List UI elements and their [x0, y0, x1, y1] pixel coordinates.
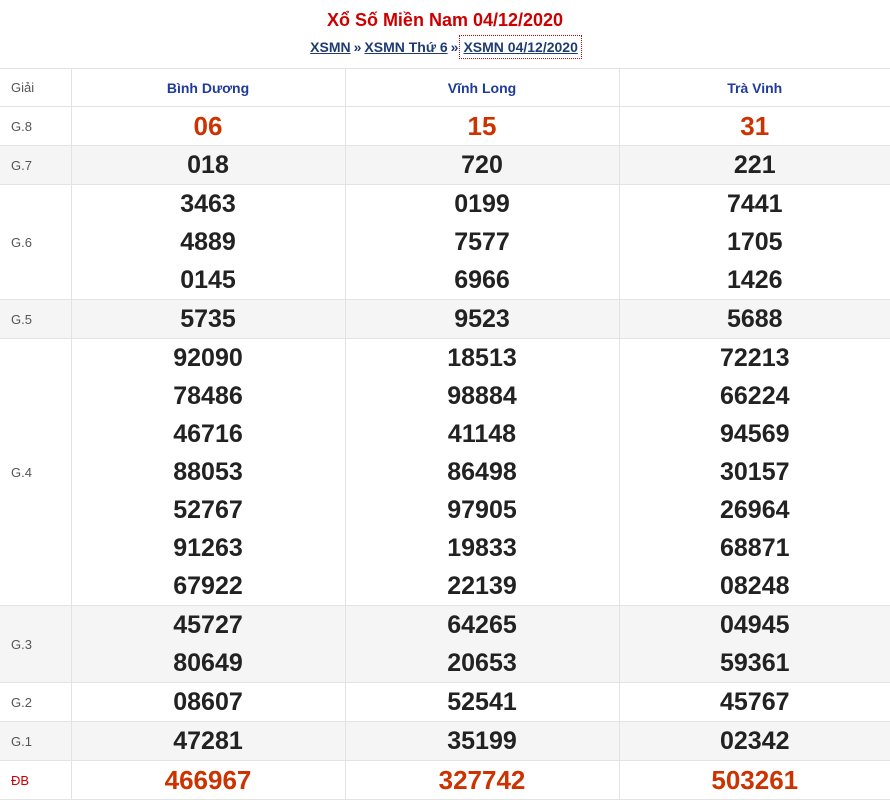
- lottery-number: 503261: [620, 761, 890, 799]
- prize-cell: [619, 146, 890, 185]
- prize-row-g1: [0, 722, 890, 761]
- lottery-number: 52541: [346, 683, 619, 721]
- lottery-number: 7441: [620, 185, 890, 223]
- prize-label: G.2: [0, 683, 71, 722]
- lottery-number: 30157: [620, 453, 890, 491]
- province-header-binh-duong[interactable]: Bình Dương: [71, 69, 345, 107]
- lottery-number: 018: [72, 146, 345, 184]
- lottery-number: 5735: [72, 300, 345, 338]
- province-header-vinh-long[interactable]: Vĩnh Long: [345, 69, 619, 107]
- breadcrumb-link-current-date[interactable]: XSMN 04/12/2020: [461, 37, 579, 57]
- lottery-number: 72213: [620, 339, 890, 377]
- lottery-number: 31: [620, 107, 890, 145]
- lottery-number: 20653: [346, 644, 619, 682]
- prize-cell: [71, 107, 345, 146]
- prize-cell: [71, 722, 345, 761]
- lottery-number: 88053: [72, 453, 345, 491]
- lottery-number: 04945: [620, 606, 890, 644]
- prize-cell: [345, 683, 619, 722]
- prize-cell: [345, 606, 619, 683]
- lottery-number: 68871: [620, 529, 890, 567]
- lottery-number: 47281: [72, 722, 345, 760]
- lottery-number: 1705: [620, 223, 890, 261]
- prize-cell: [619, 185, 890, 300]
- prize-cell: [71, 606, 345, 683]
- prize-label: G.7: [0, 146, 71, 185]
- prize-cell: [345, 300, 619, 339]
- lottery-number: 64265: [346, 606, 619, 644]
- breadcrumb-link-friday[interactable]: XSMN Thứ 6: [364, 39, 447, 55]
- page-title: Xổ Số Miền Nam 04/12/2020: [0, 10, 890, 31]
- lottery-number: 466967: [72, 761, 345, 799]
- breadcrumb-separator: »: [451, 39, 459, 55]
- prize-cell: [71, 300, 345, 339]
- lottery-number: 0199: [346, 185, 619, 223]
- prize-cell: [619, 606, 890, 683]
- prize-row-g8: [0, 107, 890, 146]
- lottery-number: 18513: [346, 339, 619, 377]
- prize-row-g7: [0, 146, 890, 185]
- breadcrumb-link-xsmn[interactable]: XSMN: [310, 39, 350, 55]
- prize-cell: [71, 146, 345, 185]
- lottery-number: 1426: [620, 261, 890, 299]
- prize-row-g6: [0, 185, 890, 300]
- prize-label: G.6: [0, 185, 71, 300]
- prize-cell: [345, 722, 619, 761]
- lottery-number: 45727: [72, 606, 345, 644]
- prize-cell: [619, 683, 890, 722]
- prize-cell: [71, 761, 345, 800]
- lottery-number: 15: [346, 107, 619, 145]
- lottery-number: 5688: [620, 300, 890, 338]
- prize-row-db: [0, 761, 890, 800]
- lottery-number: 66224: [620, 377, 890, 415]
- prize-cell: [619, 761, 890, 800]
- lottery-number: 92090: [72, 339, 345, 377]
- prize-cell: [345, 339, 619, 606]
- prize-cell: [345, 185, 619, 300]
- lottery-number: 26964: [620, 491, 890, 529]
- prize-cell: [619, 300, 890, 339]
- lottery-number: 08607: [72, 683, 345, 721]
- lottery-number: 4889: [72, 223, 345, 261]
- lottery-number: 7577: [346, 223, 619, 261]
- lottery-number: 41148: [346, 415, 619, 453]
- prize-label: ĐB: [0, 761, 71, 800]
- prize-cell: [71, 339, 345, 606]
- lottery-number: 327742: [346, 761, 619, 799]
- table-header-row: [0, 69, 890, 107]
- lottery-number: 97905: [346, 491, 619, 529]
- lottery-number: 80649: [72, 644, 345, 682]
- prize-row-g4: [0, 339, 890, 606]
- prize-label: G.1: [0, 722, 71, 761]
- lottery-number: 45767: [620, 683, 890, 721]
- prize-cell: [345, 107, 619, 146]
- lottery-number: 0145: [72, 261, 345, 299]
- prize-cell: [345, 761, 619, 800]
- results-header: [0, 0, 890, 68]
- lottery-number: 86498: [346, 453, 619, 491]
- prize-cell: [619, 339, 890, 606]
- prize-cell: [619, 722, 890, 761]
- lottery-number: 52767: [72, 491, 345, 529]
- prize-cell: [71, 683, 345, 722]
- lottery-number: 59361: [620, 644, 890, 682]
- prize-row-g5: [0, 300, 890, 339]
- lottery-number: 6966: [346, 261, 619, 299]
- lottery-number: 78486: [72, 377, 345, 415]
- lottery-number: 46716: [72, 415, 345, 453]
- results-table: [0, 68, 890, 800]
- prize-cell: [71, 185, 345, 300]
- lottery-number: 08248: [620, 567, 890, 605]
- breadcrumb: [0, 39, 890, 55]
- breadcrumb-separator: »: [354, 39, 362, 55]
- lottery-number: 91263: [72, 529, 345, 567]
- lottery-number: 3463: [72, 185, 345, 223]
- prize-label: G.3: [0, 606, 71, 683]
- lottery-number: 94569: [620, 415, 890, 453]
- lottery-number: 19833: [346, 529, 619, 567]
- lottery-number: 9523: [346, 300, 619, 338]
- prize-row-g3: [0, 606, 890, 683]
- prize-column-header: Giải: [0, 69, 71, 107]
- lottery-number: 720: [346, 146, 619, 184]
- prize-cell: [619, 107, 890, 146]
- lottery-number: 67922: [72, 567, 345, 605]
- prize-cell: [345, 146, 619, 185]
- lottery-number: 35199: [346, 722, 619, 760]
- prize-label: G.5: [0, 300, 71, 339]
- lottery-number: 98884: [346, 377, 619, 415]
- prize-row-g2: [0, 683, 890, 722]
- lottery-number: 22139: [346, 567, 619, 605]
- lottery-number: 02342: [620, 722, 890, 760]
- lottery-number: 06: [72, 107, 345, 145]
- prize-label: G.8: [0, 107, 71, 146]
- province-header-tra-vinh[interactable]: Trà Vinh: [619, 69, 890, 107]
- prize-label: G.4: [0, 339, 71, 606]
- lottery-number: 221: [620, 146, 890, 184]
